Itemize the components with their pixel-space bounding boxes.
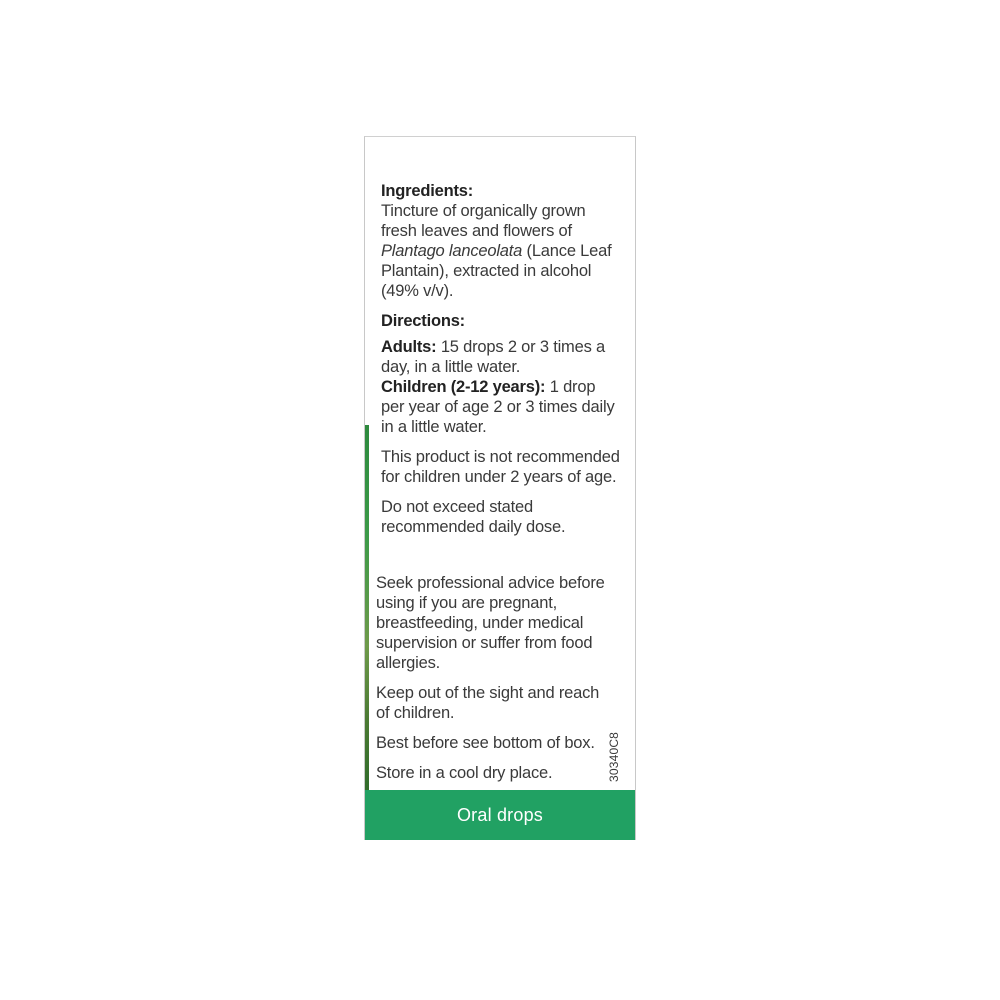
product-code-text: 30340C8 xyxy=(607,731,621,783)
ingredients-text-end: (Lance Leaf Plantain), extracted in alcohol (49% v/v). xyxy=(381,242,612,300)
adults-dosage xyxy=(381,337,621,377)
product-label-panel xyxy=(364,136,636,840)
ingredients-text-start: Tincture of organically grown fresh leaves and flowers of xyxy=(381,202,586,240)
children-text: 1 drop per year of age 2 or 3 times daily in a little water. xyxy=(381,378,615,436)
product-code xyxy=(604,727,624,787)
botanical-name: Plantago lanceolata xyxy=(381,242,523,260)
ingredients-text xyxy=(381,201,621,301)
advice-storage: Store in a cool dry place. xyxy=(376,764,553,782)
form-banner xyxy=(365,790,635,840)
adults-text: 15 drops 2 or 3 times a day, in a little water. xyxy=(381,338,605,376)
warning-under-2: This product is not recommended for children under 2 years of age. xyxy=(381,448,620,486)
children-dosage xyxy=(381,377,621,437)
children-label: Children (2-12 years): xyxy=(381,378,546,396)
advice-best-before: Best before see bottom of box. xyxy=(376,734,595,752)
advice-keep-away: Keep out of the sight and reach of children. xyxy=(376,684,600,722)
advice-professional: Seek professional advice before using if you are pregnant, breastfeeding, under medical supervision or suffer from food allergies. xyxy=(376,574,605,672)
form-label: Oral drops xyxy=(456,804,544,825)
directions-heading: Directions: xyxy=(381,312,465,330)
warning-dose: Do not exceed stated recommended daily dose. xyxy=(381,498,566,536)
label-upper-text xyxy=(381,181,621,547)
label-lower-text xyxy=(376,573,614,793)
adults-label: Adults: xyxy=(381,338,437,356)
ingredients-heading: Ingredients: xyxy=(381,182,474,200)
green-edge-strip xyxy=(365,425,369,793)
